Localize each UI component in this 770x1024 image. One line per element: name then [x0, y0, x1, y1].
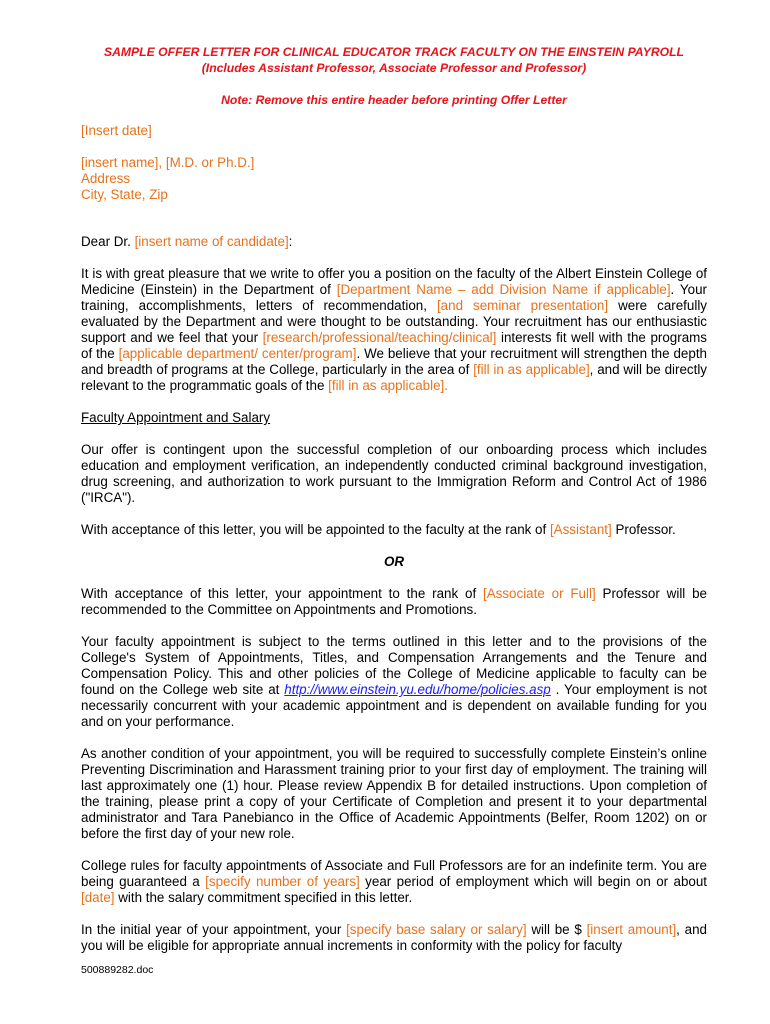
address-line: Address: [81, 171, 131, 186]
area-placeholder: [fill in as applicable]: [473, 362, 590, 377]
term-length-paragraph: College rules for faculty appointments of Associate and Full Professors are for an indefinite term. You are being guaranteed a [specify number of years] year period of employment which will begin on or about [date] with the salary commitment specified in this letter.: [81, 858, 708, 905]
header-title: SAMPLE OFFER LETTER FOR CLINICAL EDUCATOR TRACK FACULTY ON THE EINSTEIN PAYROLL: [103, 45, 685, 59]
rank-option-2: With acceptance of this letter, your appointment to the rank of [Associate or Full] Professor will be recommended to the Committee on Appointments and Promotions.: [81, 586, 707, 617]
training-paragraph: As another condition of your appointment, you will be required to successfully complete Einstein’s online Preventing Discrimination and Harassment training prior to your first day of employment. The training will last approximately one (1) hour. Please review Appendix B for detailed instructions. Upon completion of the training, please print a copy of your Certificate of Completion and present it to your departmental administrator and Tara Panebianco in the Office of Academic Appointments (Belfer, Room 1202) on or before the first day of your new role.: [81, 746, 707, 841]
associate-rank-placeholder: [Associate or Full]: [483, 586, 596, 601]
seminar-placeholder: [and seminar presentation]: [436, 298, 609, 313]
salary-type-placeholder: [specify base salary or salary]: [346, 922, 527, 937]
years-placeholder: [specify number of years]: [205, 874, 360, 889]
or-separator: OR: [383, 554, 405, 569]
address-block: [81, 155, 707, 203]
date-placeholder: [Insert date]: [81, 123, 152, 138]
goals-placeholder: [fill in as applicable].: [328, 378, 448, 393]
salary-paragraph: In the initial year of your appointment, your [specify base salary or salary] will be $ [insert amount], and you will be eligible for appropriate annual increments in conformity with the policy for faculty: [81, 922, 707, 953]
department-placeholder: [Department Name – add Division Name if applicable]: [336, 282, 671, 297]
candidate-name-placeholder: [insert name of candidate]: [134, 234, 289, 249]
start-date-placeholder: [date]: [81, 890, 115, 905]
assistant-rank-placeholder: [Assistant]: [549, 522, 612, 537]
interests-placeholder: [research/professional/teaching/clinical]: [262, 330, 497, 345]
header-subtitle: (Includes Assistant Professor, Associate Professor and Professor): [201, 61, 587, 75]
contingency-paragraph: Our offer is contingent upon the successful completion of our onboarding process which includes education and employment verification, an independently conducted criminal background investigation, drug screening, and authorization to work pursuant to the Immigration Reform and Control Act of 1986 ("IRCA").: [81, 442, 707, 505]
recipient-name: [insert name], [M.D. or Ph.D.]: [81, 155, 255, 170]
policies-link[interactable]: http://www.einstein.yu.edu/home/policies.asp: [284, 682, 551, 697]
section-title: Faculty Appointment and Salary: [81, 410, 271, 425]
letter-page: [81, 44, 707, 954]
header-note: Note: Remove this entire header before printing Offer Letter: [221, 93, 567, 107]
program-placeholder: [applicable department/ center/program]: [118, 346, 357, 361]
amount-placeholder: [insert amount]: [586, 922, 677, 937]
rank-option-1: With acceptance of this letter, you will be appointed to the faculty at the rank of [Assistant] Professor.: [81, 522, 676, 537]
terms-paragraph: Your faculty appointment is subject to the terms outlined in this letter and to the provisions of the College's System of Appointments, Titles, and Compensation Arrangements and the Tenure and Compensation Policy. This and other policies of the College of Medicine applicable to faculty can be found on the College web site at http://www.einstein.yu.edu/home/policies.asp . Your employment is not necessarily concurrent with your academic appointment and is dependent on available funding for you and on your performance.: [81, 634, 708, 729]
city-state-zip: City, State, Zip: [81, 187, 168, 202]
intro-paragraph: It is with great pleasure that we write to offer you a position on the faculty of the Albert Einstein College of Medicine (Einstein) in the Department of [Department Name – add Division Name if applicable]. Your training, accomplishments, letters of recommendation, [and seminar presentation] were carefully evaluated by the Department and were thought to be outstanding. Your recruitment has our enthusiastic support and we feel that your [research/professional/teaching/clinical] interests fit well with the programs of the [applicable department/ center/program]. We believe that your recruitment will strengthen the depth and breadth of programs at the College, particularly in the area of [fill in as applicable], and will be directly relevant to the programmatic goals of the [fill in as applicable].: [81, 266, 708, 393]
footer-filename: 500889282.doc: [81, 964, 154, 976]
salutation: Dear Dr. [insert name of candidate]:: [81, 234, 293, 249]
